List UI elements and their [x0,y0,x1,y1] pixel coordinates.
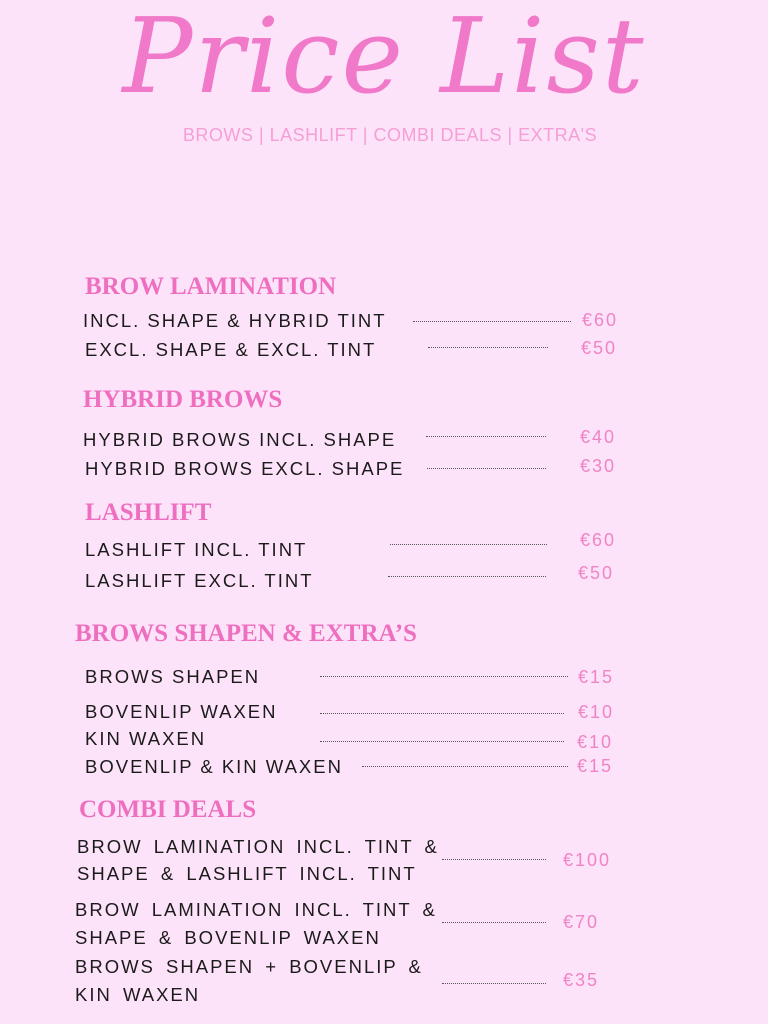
item-price: €10 [578,702,615,722]
dotted-leader [388,576,546,577]
dotted-leader [320,676,568,677]
combi-label-line1: BROW LAMINATION INCL. TINT & [77,836,439,857]
item-price: €30 [580,456,617,476]
item-price: €35 [563,970,600,990]
item-price: €15 [577,756,614,776]
dotted-leader [428,347,548,348]
item-price: €10 [577,732,614,752]
item-price: €60 [580,530,617,550]
item-label: HYBRID BROWS INCL. SHAPE [83,429,397,450]
item-label: BOVENLIP & KIN WAXEN [85,756,343,777]
item-label: LASHLIFT INCL. TINT [85,539,308,560]
combi-label-line1: BROW LAMINATION INCL. TINT & [75,899,437,920]
dotted-leader [362,766,568,767]
dotted-leader [442,922,546,923]
item-label: KIN WAXEN [85,728,207,749]
heading-combi-deals: COMBI DEALS [79,796,257,823]
item-label: LASHLIFT EXCL. TINT [85,570,314,591]
dotted-leader [320,713,564,714]
page-title: Price List [122,0,646,117]
item-price: €15 [578,667,615,687]
item-price: €60 [582,310,619,330]
dotted-leader [427,468,546,469]
item-label: BOVENLIP WAXEN [85,701,278,722]
item-price: €50 [578,563,615,583]
heading-hybrid-brows: HYBRID BROWS [83,386,283,413]
dotted-leader [442,859,546,860]
item-price: €40 [580,427,617,447]
item-label: BROWS SHAPEN [85,666,261,687]
item-label: HYBRID BROWS EXCL. SHAPE [85,458,405,479]
combi-label-line2: KIN WAXEN [75,984,201,1005]
heading-brow-lamination: BROW LAMINATION [85,273,337,300]
item-label: INCL. SHAPE & HYBRID TINT [83,310,387,331]
category-subtitle: BROWS | LASHLIFT | COMBI DEALS | EXTRA'S [182,125,598,145]
item-price: €100 [563,850,612,870]
heading-lashlift: LASHLIFT [85,499,212,526]
dotted-leader [426,436,546,437]
dotted-leader [390,544,547,545]
item-label: EXCL. SHAPE & EXCL. TINT [85,339,377,360]
item-price: €70 [563,912,600,932]
combi-label-line2: SHAPE & LASHLIFT INCL. TINT [77,863,417,884]
dotted-leader [320,741,564,742]
item-price: €50 [581,338,618,358]
dotted-leader [413,321,571,322]
combi-label-line1: BROWS SHAPEN + BOVENLIP & [75,956,423,977]
dotted-leader [442,983,546,984]
heading-brows-shapen-extras: BROWS SHAPEN & EXTRA’S [75,620,417,647]
combi-label-line2: SHAPE & BOVENLIP WAXEN [75,927,381,948]
